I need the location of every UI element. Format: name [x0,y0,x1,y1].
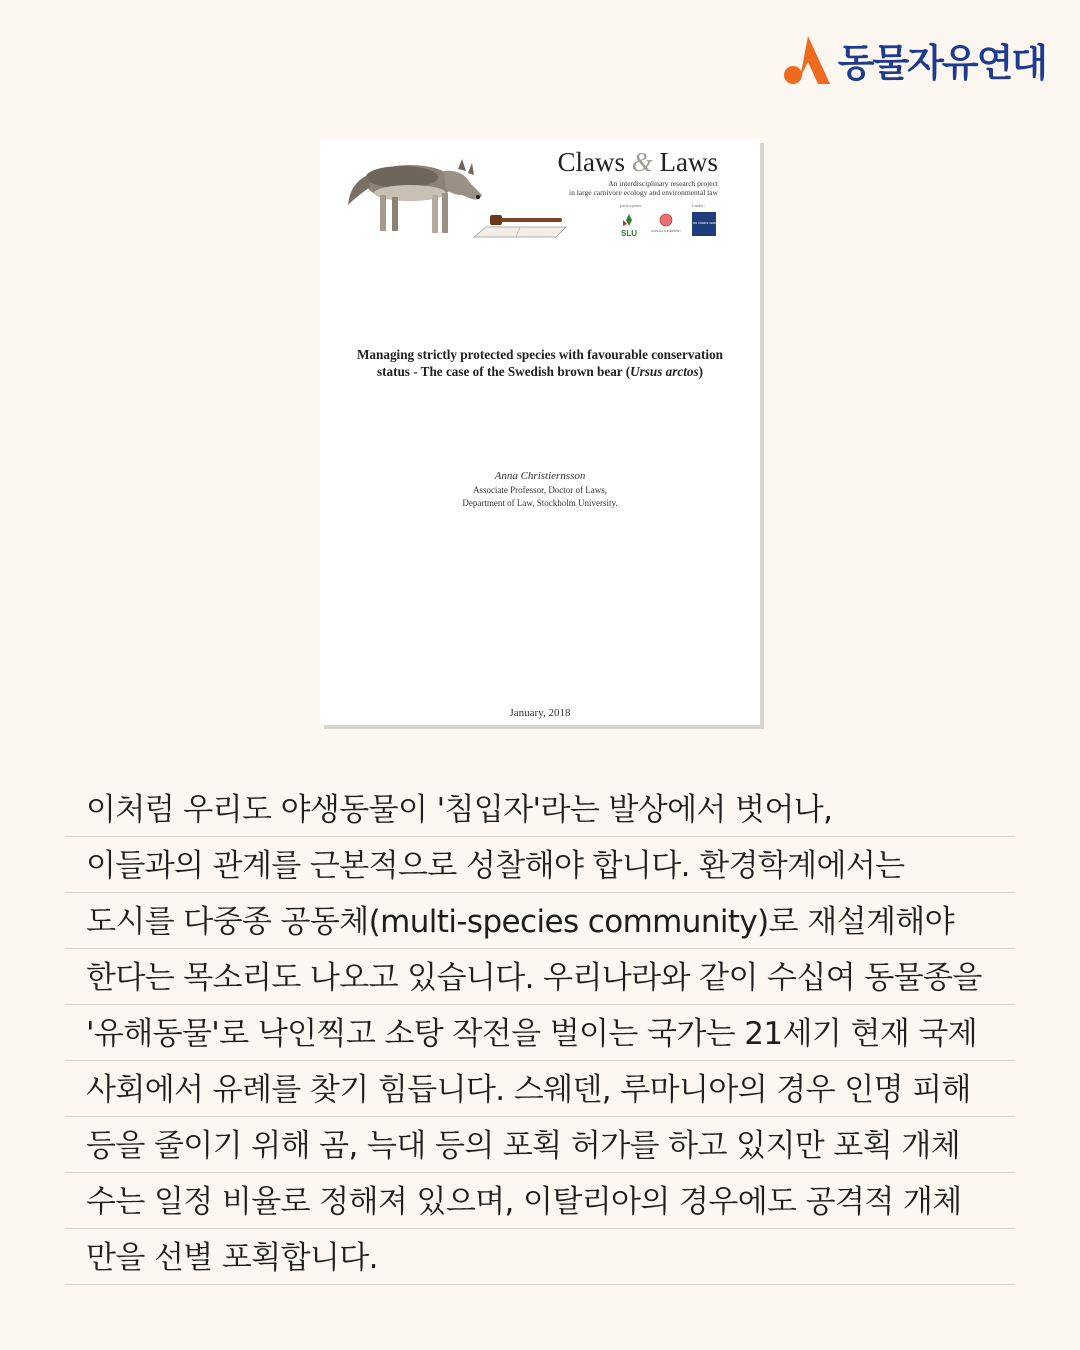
body-line: 이처럼 우리도 야생동물이 '침입자'라는 발상에서 벗어나, [65,782,1015,837]
body-line: '유해동물'로 낙인찍고 소탕 작전을 벌이는 국가는 21세기 현재 국제 [65,1006,1015,1061]
participants-label: participants: [620,203,643,208]
document-affiliation: Associate Professor, Doctor of Laws, Department of Law, Stockholm University. [462,485,618,508]
body-line: 이들과의 관계를 근본적으로 성찰해야 합니다. 환경학계에서는 [65,838,1015,893]
brand-mark-icon [782,34,832,86]
body-line: 등을 줄이기 위해 곰, 늑대 등의 포획 허가를 하고 있지만 포획 개체 [65,1118,1015,1173]
brand-name: 동물자유연대 [837,41,1046,85]
svg-text:UPPSALA UNIVERSITET: UPPSALA UNIVERSITET [651,230,681,233]
document-author: Anna Christiernsson [494,470,586,482]
naturvardsverket-logo-icon [686,212,722,236]
document-date: January, 2018 [509,707,571,719]
body-line: 도시를 다중종 공동체(multi-species community)로 재설계해야 [65,894,1015,949]
document-header [320,139,760,249]
body-line: 한다는 목소리도 나오고 있습니다. 우리나라와 같이 수십여 동물종을 [65,950,1015,1005]
svg-text:SLU: SLU [621,229,637,238]
brand-logo [782,32,1046,87]
document-cover [320,139,760,725]
document-title: Managing strictly protected species with favourable conservation status - The case of the Swedish brown bear (Ursus arctos) [356,347,724,379]
body-line: 만을 선별 포획합니다. [65,1230,1015,1285]
slu-logo-icon [618,212,640,238]
project-subtitle: An interdisciplinary research project in large carnivore ecology and environmental law [569,179,718,197]
body-line: 사회에서 유례를 찾기 힘듭니다. 스웨덴, 루마니아의 경우 인명 피해 [65,1062,1015,1117]
body-line: 수는 일정 비율로 정해져 있으며, 이탈리아의 경우에도 공격적 개체 [65,1174,1015,1229]
wolf-illustration [340,143,490,239]
gavel-book-illustration [472,209,568,239]
uppsala-logo-icon [651,212,681,238]
funder-label: funder: [692,203,705,208]
svg-text:NATUR VÅRDS VERKET: NATUR VÅRDS VERKET [686,221,722,225]
body-text [65,782,1015,1285]
project-title: Claws & Laws [557,147,718,177]
